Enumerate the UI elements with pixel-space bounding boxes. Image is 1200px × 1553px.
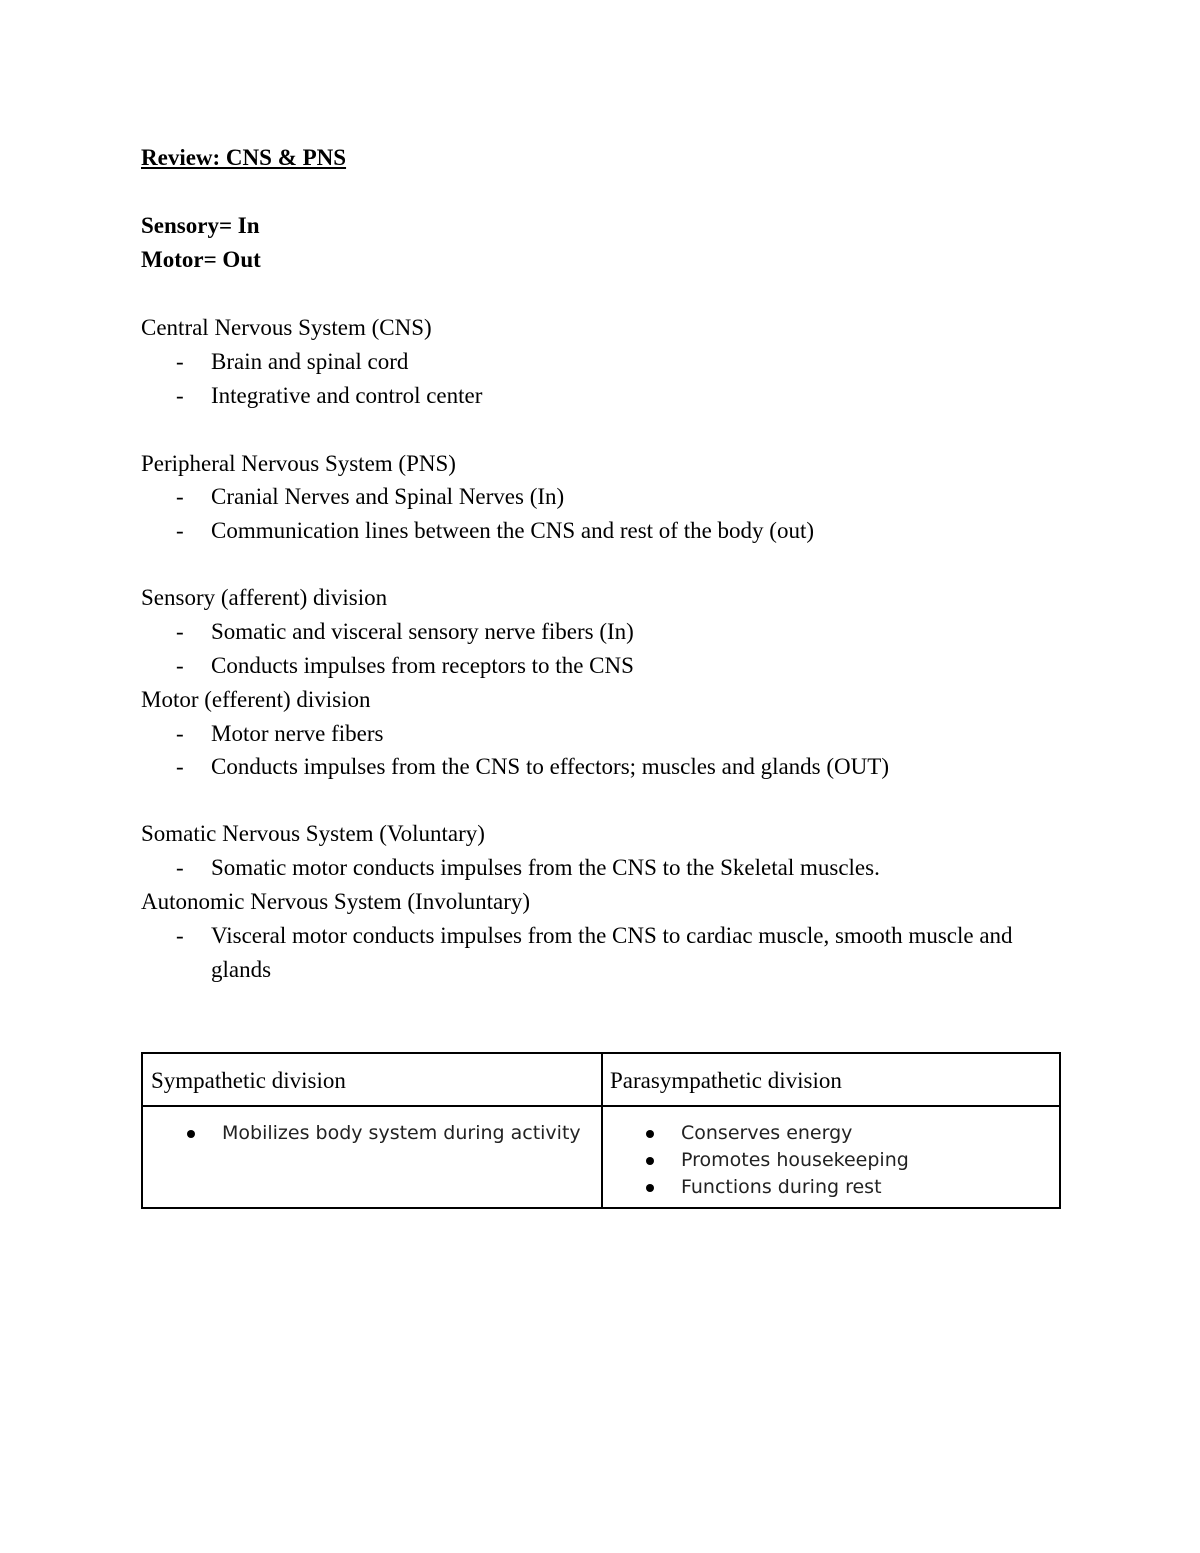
- list-item: [646, 1147, 909, 1174]
- list-item-dash: [176, 919, 211, 953]
- list-item: [646, 1120, 909, 1147]
- list-item: [176, 750, 889, 784]
- dash-marker: -: [176, 754, 184, 779]
- list-item-text: Somatic motor conducts impulses from the CNS to the Skeletal muscles.: [211, 855, 880, 880]
- dash-marker: -: [176, 653, 184, 678]
- dash-marker: -: [176, 349, 184, 374]
- section-heading-somatic: Somatic Nervous System (Voluntary): [141, 821, 485, 846]
- document-title: Review: CNS & PNS: [141, 145, 347, 170]
- division-table: [141, 1052, 1061, 1209]
- list-item-text: Conserves energy: [681, 1122, 853, 1144]
- dash-marker: -: [176, 721, 184, 746]
- parasympathetic-list: [646, 1120, 909, 1201]
- list-item-text: Promotes housekeeping: [681, 1149, 909, 1171]
- key-motor: Motor= Out: [141, 247, 261, 272]
- list-item-text: Mobilizes body system during activity: [222, 1122, 581, 1144]
- list-item-text: Brain and spinal cord: [211, 349, 409, 374]
- dash-marker: -: [176, 619, 184, 644]
- list-item: [646, 1174, 909, 1201]
- list-item-text: Somatic and visceral sensory nerve fibers (In): [211, 619, 634, 644]
- list-item-text: Cranial Nerves and Spinal Nerves (In): [211, 484, 565, 509]
- dash-marker: -: [176, 484, 184, 509]
- section-heading-pns: Peripheral Nervous System (PNS): [141, 451, 456, 476]
- bullet-dot-icon: [646, 1157, 654, 1165]
- list-item: [176, 480, 564, 514]
- list-item-text: Conducts impulses from receptors to the CNS: [211, 653, 634, 678]
- list-item-text: Functions during rest: [681, 1176, 882, 1198]
- section-heading-sensory-division: Sensory (afferent) division: [141, 585, 388, 610]
- sympathetic-list: [187, 1120, 581, 1147]
- list-item-text: Integrative and control center: [211, 383, 483, 408]
- table-header-divider: [143, 1105, 1059, 1107]
- list-item: [176, 649, 634, 683]
- list-item-text: Visceral motor conducts impulses from the CNS to cardiac muscle, smooth muscle and glands: [211, 923, 1013, 982]
- bullet-dot-icon: [646, 1130, 654, 1138]
- bullet-dot-icon: [187, 1130, 195, 1138]
- dash-marker: -: [176, 855, 184, 880]
- list-item: [187, 1120, 581, 1147]
- key-sensory: Sensory= In: [141, 213, 260, 238]
- list-item-text: Conducts impulses from the CNS to effectors; muscles and glands (OUT): [211, 754, 889, 779]
- section-heading-motor-division: Motor (efferent) division: [141, 687, 371, 712]
- table-header-sympathetic: Sympathetic division: [151, 1068, 346, 1093]
- dash-marker: -: [176, 383, 184, 408]
- list-item-text: Communication lines between the CNS and rest of the body (out): [211, 518, 814, 543]
- table-column-divider: [601, 1054, 603, 1207]
- list-item: [176, 514, 814, 548]
- bullet-dot-icon: [646, 1184, 654, 1192]
- list-item: [176, 345, 408, 379]
- section-heading-cns: Central Nervous System (CNS): [141, 315, 432, 340]
- section-heading-autonomic: Autonomic Nervous System (Involuntary): [141, 889, 531, 914]
- list-item: [176, 379, 482, 413]
- dash-marker: -: [176, 923, 184, 948]
- table-header-parasympathetic: Parasympathetic division: [610, 1068, 842, 1093]
- dash-marker: -: [176, 518, 184, 543]
- list-item: [176, 615, 634, 649]
- list-item-text: Motor nerve fibers: [211, 721, 384, 746]
- list-item: [176, 717, 383, 751]
- list-item: [176, 851, 880, 885]
